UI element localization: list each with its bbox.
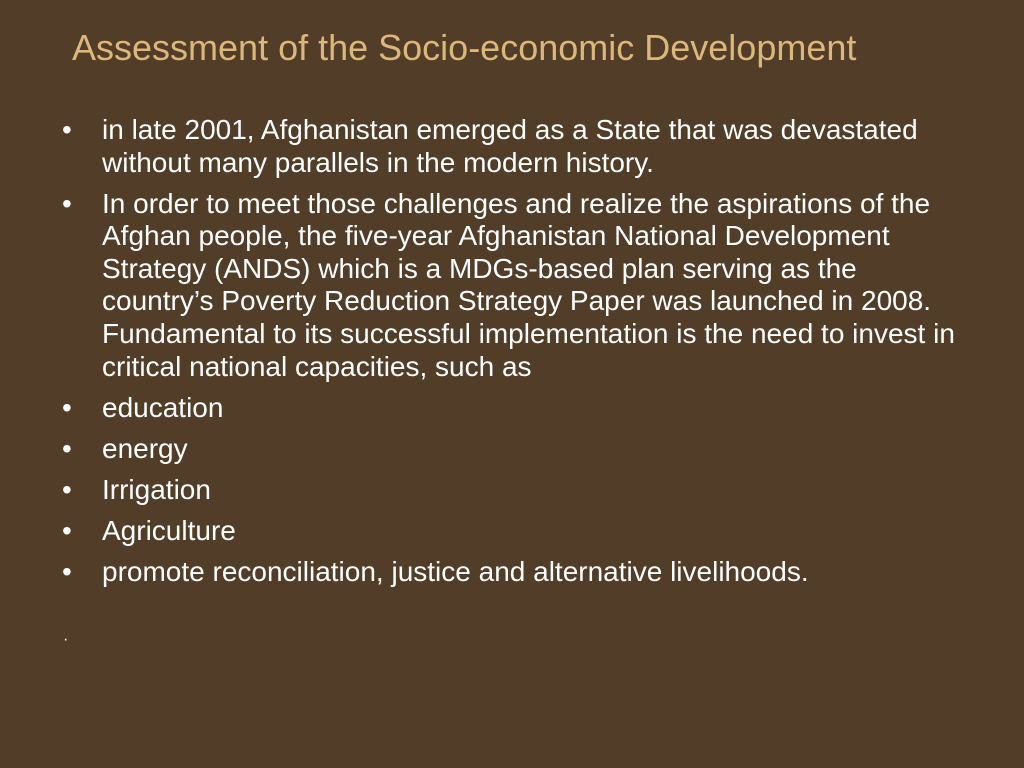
bullet-item-4 (56, 433, 976, 466)
bullet-text: education (102, 391, 224, 423)
bullet-dot-icon: • (62, 432, 72, 464)
bullet-list (56, 114, 976, 597)
bullet-dot-icon: • (62, 187, 72, 219)
trailing-mark: · (63, 631, 69, 648)
bullet-item-3 (56, 392, 976, 425)
bullet-text: Agriculture (102, 515, 236, 547)
bullet-text: promote reconciliation, justice and alternative livelihoods. (102, 556, 809, 588)
bullet-text: Irrigation (102, 473, 211, 505)
bullet-item-7 (56, 556, 976, 589)
bullet-item-2 (56, 188, 976, 384)
bullet-dot-icon: • (62, 473, 72, 505)
bullet-item-1 (56, 114, 976, 179)
bullet-dot-icon: • (62, 114, 72, 145)
bullet-text: in late 2001, Afghanistan emerged as a State that was devastated without many parallels in the modern history. (102, 114, 918, 178)
bullet-dot-icon: • (62, 515, 72, 547)
bullet-item-6 (56, 515, 976, 548)
bullet-text: In order to meet those challenges and realize the aspirations of the Afghan people, the five-year Afghanistan National Development Strategy (ANDS) which is a MDGs-based plan serving as the country’s Poverty Reduction Strategy Paper was launched in 2008. Fundamental to its successful implementation is the need to invest in critical national capacities, such as (102, 187, 955, 382)
bullet-dot-icon: • (62, 391, 72, 423)
bullet-dot-icon: • (62, 556, 72, 588)
slide-title: Assessment of the Socio-economic Development (72, 27, 857, 68)
bullet-item-5 (56, 474, 976, 507)
bullet-text: energy (102, 432, 188, 464)
